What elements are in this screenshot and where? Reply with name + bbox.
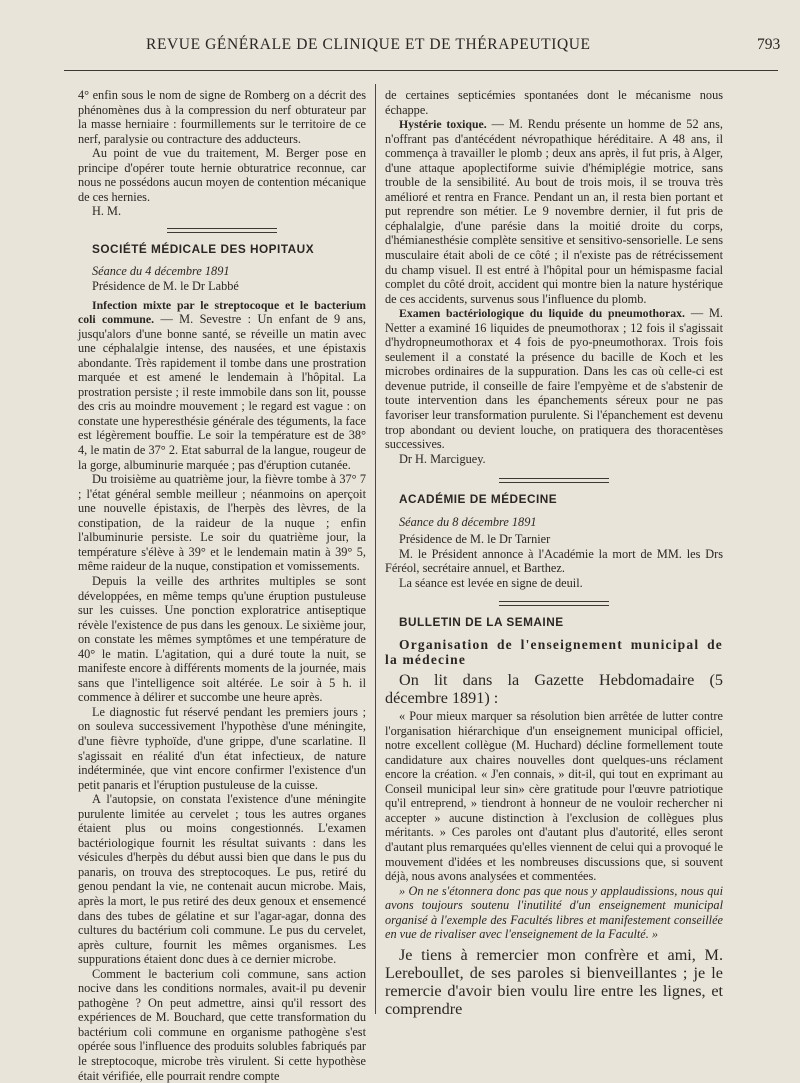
section-title: SOCIÉTÉ MÉDICALE DES HOPITAUX [92,241,315,256]
paragraph: 4° enfin sous le nom de signe de Romberg on a décrit des phénomènes dus à la compression du nerf obturateur par la masse herniaire : fourmillements sur le territoire de ce nerf, paralysie ou contracture des adducteurs. [78,88,366,146]
author-signature: H. M. [92,204,122,219]
article-title: Infection mixte par le streptocoque et le bacterium coli commune. [78,297,366,327]
paragraph: Le diagnostic fut réservé pendant les premiers jours ; on souleva successivement l'hypothèse d'une méningite, d'une fièvre typhoïde, d'une grippe, d'une scarlatine. Il s'agissait en réalité d'un état infectieux, de nature indéterminée, que vint encore confirmer l'existence d'un petit panaris et l'éruption pustuleuse de la cuisse. [78,704,366,792]
column-divider [375,84,376,1014]
paragraph: La séance est levée en signe de deuil. [399,575,583,590]
session-president: Présidence de M. le Dr Labbé [92,279,239,294]
section-title: BULLETIN DE LA SEMAINE [399,614,564,629]
paragraph [385,117,723,306]
right-column [385,88,723,1018]
session-date: Séance du 4 décembre 1891 [92,264,230,279]
paragraph [385,306,723,451]
article-title: Examen bactériologique du liquide du pneumothorax. [399,306,685,321]
article-text: — M. Netter a examiné 16 liquides de pneumothorax ; 12 fois il s'agissait d'hydropneumothorax et 4 fois de pyo-pneumothorax. Trois fois seulement il a constaté la présence du bacille de Koch et les microbes ordinaires de la suppuration. Dans les cas où celle-ci est devenue putride, il conseille de faire l'empyème et de s'abstenir de toute intervention dans les épanchements séreux pour ne pas favoriser leur transformation purulente. Si l'épanchement est devenu trop abondant ou devient louche, on pratiquera des thoracentèses successives. [385,306,724,452]
paragraph: Comment le bacterium coli commune, sans action nocive dans les conditions normales, avait-il pu devenir pathogène ? On peut admettre, ainsi qu'il ressort des expériences de M. Bouchard, que cette transformation du bactérium coli commune en organisme pathogène s'est opérée sous l'influence des produits solubles fabriqués par le streptocoque, microbe très virulent. Si cette hypothèse était vérifiée, elle pourrait rendre compte [78,966,366,1083]
article-text: — M. Rendu présente un homme de 52 ans, n'offrant pas d'antécédent névropathique héréditaire. A 48 ans, il commença à travailler le plomb ; deux ans après, il fut pris, à Alger, d'une attaque apoplectiforme suivie d'hémiplégie motrice, sans trouble de la sensibilité. Au bout de trois mois, il se trouva très amélioré et rentra en France. Pendant un an, il resta bien portant et put reprendre son métier. Le 9 novembre dernier, il fut pris de céphalalgie, d'une parésie dans la moitié droite du corps, d'hémianesthésie complète sensitive et sensitivo-sensorielle. Le sens musculaire était aboli de ce côté ; il n'existe pas de rétrécissement du champ visuel. Il est entré à l'hôpital pour un hémispasme facial complet du côté droit, accident qui montre bien la nature hystérique de ces accidents, survenus sous l'influence du plomb. [385,117,724,306]
lead-paragraph: On lit dans la Gazette Hebdomadaire (5 décembre 1891) : [385,671,723,708]
session-date: Séance du 8 décembre 1891 [399,514,537,529]
article-text: — M. Sevestre : Un enfant de 9 ans, jusqu'alors d'une bonne santé, se réveille un matin avec une céphalalgie intense, des nausées, et une épistaxis abondante. Très rapidement il tombe dans une prostration marquée et est amené le lendemain à l'hôpital. La prostration persiste ; il reste immobile dans son lit, pousse des cris au moindre mouvement ; le regard est vague : on constate une hyperesthésie générale des téguments, la face est légèrement bouffie. Le soir la température est de 38° 4, le matin de 37° 2. Etat saburral de la langue, rougeur de la gorge, albuminurie marquée ; pas d'éruption cutanée. [78,312,367,472]
left-column [78,88,366,1083]
quotation-italic: » On ne s'étonnera donc pas que nous y applaudissions, nous qui avons toujours soutenu l'inutilité d'un enseignement municipal organisé à l'exemple des Facultés libres et manifestement conseillée en vue de rivaliser avec l'enseignement de la Faculté. » [385,883,723,942]
paragraph: Du troisième au quatrième jour, la fièvre tombe à 37° 7 ; l'état général semble meilleur ; néanmoins on aperçoit une nouvelle épistaxis, de l'herpès des lèvres, de la constipation, de la raideur de la nuque ; enfin l'albuminurie persiste. Le soir du quatrième jour, la température s'élève à 39° et le lendemain matin à 39° 5, même raideur de la nuque, constipation et vomissements. [78,472,366,574]
article-title: Hystérie toxique. [399,117,487,132]
header-rule [64,70,778,71]
paragraph: A l'autopsie, on constata l'existence d'une méningite purulente limitée au cervelet ; tous les autres organes étaient plus ou moins congestionnés. L'examen bactériologique fournit les résultat suivants : dans les vésicules d'herpès du début aussi bien que dans le pus du panaris, on trouva des streptocoques. Le pus, retiré du genou pendant la vie, ne contenait aucun microbe. Mais, après la mort, le pus retiré des deux genoux et ensemencé dans des tubes de gélatine et sur l'agar-agar, donna des cultures du bactérium coli commune. Le pus du cervelet, après culture, fournit les mêmes organismes. Les suppurations étaient donc dues à ce dernier microbe. [78,792,366,967]
running-title: REVUE GÉNÉRALE DE CLINIQUE ET DE THÉRAPEUTIQUE [146,36,591,53]
quotation: « Pour mieux marquer sa résolution bien arrêtée de lutter contre l'organisation hiérarchique d'un enseignement municipal officiel, notre excellent collègue (M. Huchard) décline formellement toute candidature aux chaires nouvelles dont quelques-uns réclament encore la création. « J'en connais, » dit-il, qui tout en exprimant au Conseil municipal leur sin» cère gratitude pour l'œuvre patriotique qu'il entreprend, » tiendront à honneur de ne vouloir rechercher ni accepter » aucune distinction à l'exclusion de collègues plus méritants. » Ces paroles ont d'autant plus d'autorité, elles seront d'autant plus remarquées qu'elles viennent de celui qui a provoqué le mouvement d'idées et les nombreuses discussions que, si souvent déjà, nous avons analysées et commentées. [385,709,723,884]
page-number: 793 [757,36,781,53]
paragraph [78,298,366,473]
session-president: Présidence de M. le Dr Tarnier [399,532,551,547]
paragraph: de certaines septicémies spontanées dont le mécanisme nous échappe. [385,88,723,117]
page-header [0,36,800,64]
bulletin-title: Organisation de l'enseignement municipal de la médecine [385,637,723,668]
paragraph: M. le Président annonce à l'Académie la mort de MM. les Drs Féréol, secrétaire annuel, et Barthez. [385,546,723,576]
section-title: ACADÉMIE DE MÉDECINE [399,492,558,507]
author-signature: Dr H. Marciguey. [399,451,486,466]
paragraph: Depuis la veille des arthrites multiples se sont développées, en même temps qu'une éruption pustuleuse sur les cuisses. Une ponction exploratrice antiseptique révèle l'existence de pus dans les genoux. Le sixième jour, on constate les mêmes symptômes et une température de 40° le matin. L'agitation, qui a duré toute la nuit, se manifeste encore à différents moments de la journée, mais sans que l'intelligence soit altérée. Le soir à 5 h. il commence à délirer et succombe une heure après. [78,573,366,705]
closing-paragraph: Je tiens à remercier mon confrère et ami, M. Lereboullet, de ses paroles si bienveillantes ; je le remercie d'avoir bien voulu lire entre les lignes, et comprendre [385,945,723,1018]
paragraph: Au point de vue du traitement, M. Berger pose en principe d'opérer toute hernie obturatrice reconnue, car nous ne possédons aucun moyen de contention mécanique de ces hernies. [78,146,366,204]
